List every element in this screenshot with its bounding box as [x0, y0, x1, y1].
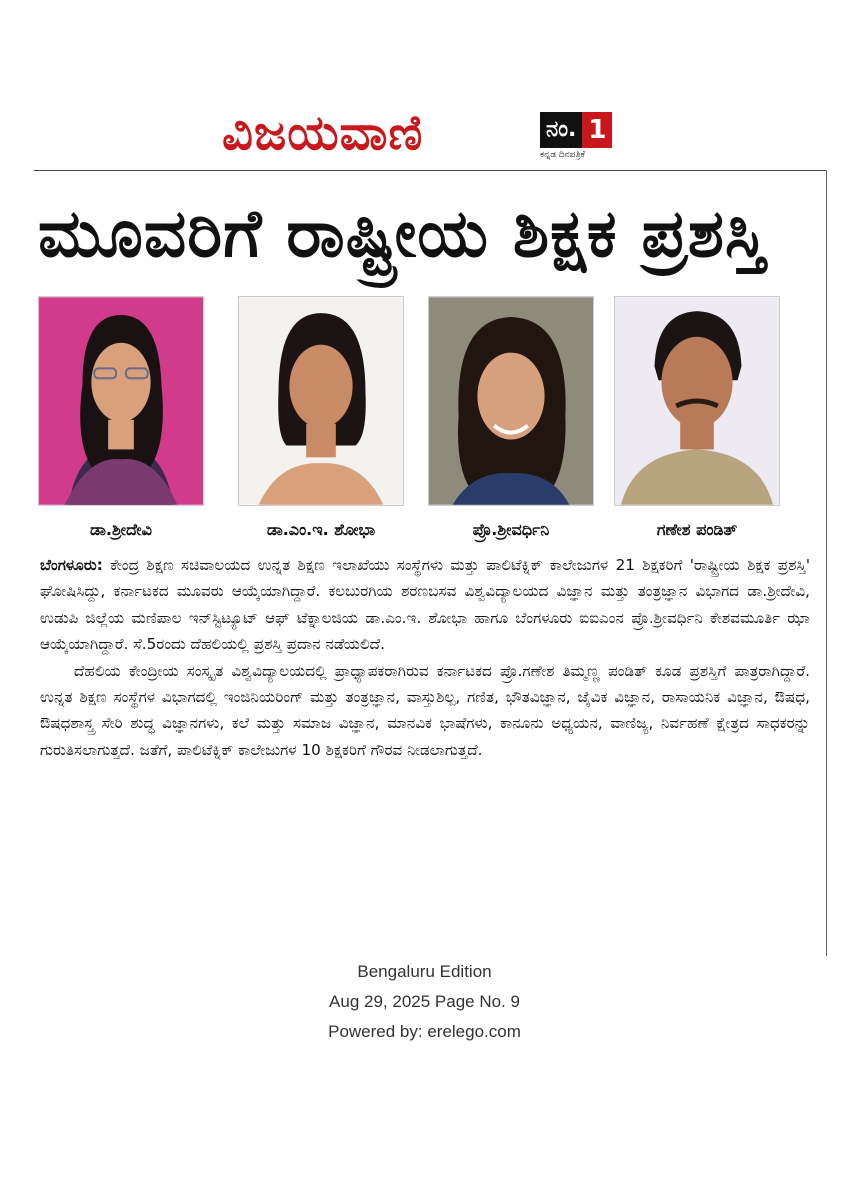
article-paragraph-2: ದೆಹಲಿಯ ಕೇಂದ್ರೀಯ ಸಂಸ್ಕೃತ ವಿಶ್ವವಿದ್ಯಾಲಯದಲ್ಲಿ ಪ್ರಾಧ್ಯಾಪಕರಾಗಿರುವ ಕರ್ನಾಟಕದ ಪ್ರೊ.ಗಣೇಶ ತಿಮ್ಮಣ್ಣ ಪಂಡಿತ್ ಕೂಡ ಪ್ರಶಸ್ತಿಗೆ ಪಾತ್ರರಾಗಿದ್ದಾರೆ. ಉನ್ನತ ಶಿಕ್ಷಣ ಸಂಸ್ಥೆಗಳ ವಿಭಾಗದಲ್ಲಿ ಇಂಜಿನಿಯರಿಂಗ್ ಮತ್ತು ತಂತ್ರಜ್ಞಾನ, ವಾಸ್ತುಶಿಲ್ಪ, ಗಣಿತ, ಭೌತವಿಜ್ಞಾನ, ಜೈವಿಕ ವಿಜ್ಞಾನ, ರಾಸಾಯನಿಕ ವಿಜ್ಞಾನ, ಔಷಧ, ಔಷಧಶಾಸ್ತ್ರ ಸೇರಿ ಶುದ್ಧ ವಿಜ್ಞಾನಗಳು, ಕಲೆ ಮತ್ತು ಸಮಾಜ ವಿಜ್ಞಾನ, ಮಾನವಿಕ ಭಾಷೆಗಳು, ಕಾನೂನು ಅಧ್ಯಯನ, ವಾಣಿಜ್ಯ, ನಿರ್ವಹಣೆ ಕ್ಷೇತ್ರದ ಸಾಧಕರನ್ನು ಗುರುತಿಸಲಾಗುತ್ತದೆ. ಜತೆಗೆ, ಪಾಲಿಟೆಕ್ನಿಕ್ ಕಾಲೇಜುಗಳ 10 ಶಿಕ್ಷಕರಿಗೆ ಗೌರವ ನೀಡಲಾಗುತ್ತದೆ.	[40, 661, 810, 759]
portrait-image	[39, 297, 203, 505]
article-body	[40, 552, 810, 763]
portrait-image	[615, 297, 779, 505]
dateline: ಬೆಂಗಳೂರು:	[40, 556, 103, 574]
badge-subtitle: ಕನ್ನಡ ದಿನಪತ್ರಿಕೆ	[540, 150, 586, 160]
badge-left-text: ನಂ.	[540, 112, 582, 148]
number-one-badge	[540, 112, 624, 148]
article-paragraph-1	[40, 552, 810, 658]
portrait-image	[429, 297, 593, 505]
caption-sridevi: ಡಾ.ಶ್ರೀದೇವಿ	[90, 520, 152, 539]
edition-label: Bengaluru Edition	[357, 962, 492, 981]
caption-ganesh: ಗಣೇಶ ಪಂಡಿತ್	[656, 520, 738, 539]
portrait-image	[239, 297, 403, 505]
caption-shobha: ಡಾ.ಎಂ.ಇ. ಶೋಭಾ	[266, 520, 376, 539]
date-page-label: Aug 29, 2025 Page No. 9	[329, 992, 520, 1011]
photo-shobha	[238, 296, 404, 506]
photo-ganesh	[614, 296, 780, 506]
masthead-logo: ವಿಜಯವಾಣಿ	[222, 105, 424, 161]
powered-by-label: Powered by: erelego.com	[328, 1022, 521, 1041]
photo-sridevi	[38, 296, 204, 506]
caption-srivardhini: ಪ್ರೊ.ಶ್ರೀವರ್ಧಿನಿ	[472, 520, 550, 539]
paragraph-1-text: ಕೇಂದ್ರ ಶಿಕ್ಷಣ ಸಚಿವಾಲಯದ ಉನ್ನತ ಶಿಕ್ಷಣ ಇಲಾಖೆಯು ಸಂಸ್ಥೆಗಳು ಮತ್ತು ಪಾಲಿಟೆಕ್ನಿಕ್ ಕಾಲೇಜುಗಳ 21 ಶಿಕ್ಷಕರಿಗೆ 'ರಾಷ್ಟ್ರೀಯ ಶಿಕ್ಷಕ ಪ್ರಶಸ್ತಿ' ಘೋಷಿಸಿದ್ದು, ಕರ್ನಾಟಕದ ಮೂವರು ಆಯ್ಕೆಯಾಗಿದ್ದಾರೆ. ಕಲಬುರಗಿಯ ಶರಣಬಸವ ವಿಶ್ವವಿದ್ಯಾಲಯದ ವಿಜ್ಞಾನ ಮತ್ತು ತಂತ್ರಜ್ಞಾನ ವಿಭಾಗದ ಡಾ.ಶ್ರೀದೇವಿ, ಉಡುಪಿ ಜಿಲ್ಲೆಯ ಮಣಿಪಾಲ ಇನ್‌ಸ್ಟಿಟ್ಯೂಟ್ ಆಫ್ ಟೆಕ್ನಾಲಜಿಯ ಡಾ.ಎಂ.ಇ. ಶೋಭಾ ಹಾಗೂ ಬೆಂಗಳೂರು ಐಐಎಂನ ಪ್ರೊ.ಶ್ರೀವರ್ಧಿನಿ ಕೇಶವಮೂರ್ತಿ ಝಾ ಆಯ್ಕೆಯಾಗಿದ್ದಾರೆ. ಸೆ.5ರಂದು ದೆಹಲಿಯಲ್ಲಿ ಪ್ರಶಸ್ತಿ ಪ್ರದಾನ ನಡೆಯಲಿದೆ.	[40, 556, 811, 654]
headline: ಮೂವರಿಗೆ ರಾಷ್ಟ್ರೀಯ ಶಿಕ್ಷಕ ಪ್ರಶಸ್ತಿ	[38, 195, 767, 272]
right-divider	[826, 170, 827, 956]
photo-srivardhini	[428, 296, 594, 506]
badge-right-text: 1	[582, 112, 612, 148]
top-divider	[34, 170, 827, 171]
